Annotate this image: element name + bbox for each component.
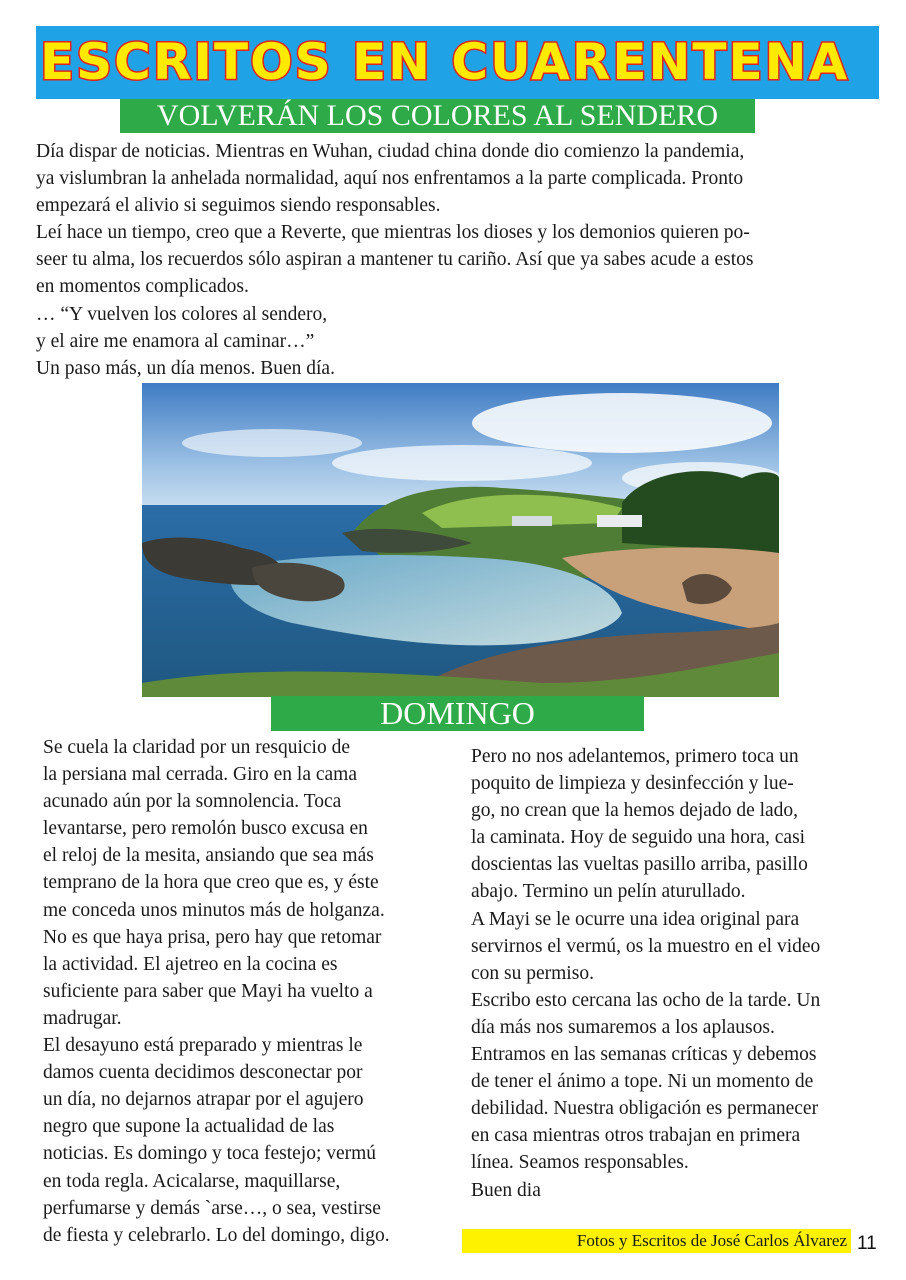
text-line: ya vislumbran la anhelada normalidad, aquí nos enfrentamos a la parte complicada. Pronto xyxy=(36,168,744,190)
text-line: la persiana mal cerrada. Giro en la cama xyxy=(43,764,357,786)
text-line: Día dispar de noticias. Mientras en Wuhan, ciudad china donde dio comienzo la pandemia, xyxy=(36,141,745,162)
text-line: en casa mientras otros trabajan en primera xyxy=(471,1125,801,1147)
cloud xyxy=(472,393,772,453)
text-line: Buen dia xyxy=(471,1179,541,1201)
text-line: debilidad. Nuestra obligación es permanecer xyxy=(471,1098,819,1120)
text-line: Leí hace un tiempo, creo que a Reverte, que mientras los dioses y los demonios quieren po- xyxy=(36,222,750,244)
header-bar xyxy=(36,26,879,99)
text-line: de tener el ánimo a tope. Ni un momento de xyxy=(471,1071,814,1093)
text-line: la caminata. Hoy de seguido una hora, casi xyxy=(471,827,806,849)
section-banner-domingo: DOMINGO xyxy=(271,696,644,731)
text-line: … “Y vuelven los colores al sendero, xyxy=(36,303,328,325)
text-line: poquito de limpieza y desinfección y lue- xyxy=(471,773,794,795)
text-line: acunado aún por la somnolencia. Toca xyxy=(43,791,342,813)
text-line: doscientas las vueltas pasillo arriba, pasillo xyxy=(471,854,808,876)
page-title: ESCRITOS EN CUARENTENA xyxy=(40,33,850,91)
page-number: 11 xyxy=(857,1233,877,1254)
text-line: go, no crean que la hemos dejado de lado, xyxy=(471,800,799,822)
text-line: noticias. Es domingo y toca festejo; vermú xyxy=(43,1143,377,1165)
cloud xyxy=(182,429,362,457)
text-line: Escribo esto cercana las ocho de la tarde. Un xyxy=(471,989,821,1011)
text-line: con su permiso. xyxy=(471,962,594,984)
text-line: Un paso más, un día menos. Buen día. xyxy=(36,357,335,379)
trees xyxy=(622,471,779,553)
footer-credit: Fotos y Escritos de José Carlos Álvarez xyxy=(462,1229,851,1253)
text-line: Se cuela la claridad por un resquicio de xyxy=(43,737,351,758)
text-line: perfumarse y demás `arse…, o sea, vestirse xyxy=(43,1197,381,1219)
text-line: El desayuno está preparado y mientras le xyxy=(43,1035,363,1057)
text-line: suficiente para saber que Mayi ha vuelto a xyxy=(43,980,373,1002)
text-line: y el aire me enamora al caminar…” xyxy=(36,330,315,352)
cloud xyxy=(332,445,592,481)
text-line: seer tu alma, los recuerdos sólo aspiran a mantener tu cariño. Así que ya sabes acude a estos xyxy=(36,249,754,271)
left-column xyxy=(43,734,453,1249)
text-line: madrugar. xyxy=(43,1007,122,1029)
building xyxy=(512,516,552,526)
text-line: día más nos sumaremos a los aplausos. xyxy=(471,1016,775,1038)
text-line: levantarse, pero remolón busco excusa en xyxy=(43,818,368,840)
right-column xyxy=(471,743,881,1204)
intro-text xyxy=(36,138,882,382)
building xyxy=(597,515,642,527)
text-line: la actividad. El ajetreo en la cocina es xyxy=(43,953,338,975)
text-line: servirnos el vermú, os la muestro en el video xyxy=(471,935,821,957)
text-line: Entramos en las semanas críticas y debemos xyxy=(471,1044,817,1066)
text-line: de fiesta y celebrarlo. Lo del domingo, digo. xyxy=(43,1224,390,1246)
text-line: Pero no nos adelantemos, primero toca un xyxy=(471,746,799,767)
section-banner-volveran: VOLVERÁN LOS COLORES AL SENDERO xyxy=(120,99,755,133)
text-line: me conceda unos minutos más de holganza. xyxy=(43,899,385,921)
text-line: en momentos complicados. xyxy=(36,276,249,298)
text-line: un día, no dejarnos atrapar por el agujero xyxy=(43,1089,364,1111)
text-line: negro que supone la actualidad de las xyxy=(43,1116,335,1138)
text-line: línea. Seamos responsables. xyxy=(471,1152,689,1174)
text-line: en toda regla. Acicalarse, maquillarse, xyxy=(43,1170,341,1192)
text-line: A Mayi se le ocurre una idea original para xyxy=(471,908,800,930)
text-line: empezará el alivio si seguimos siendo responsables. xyxy=(36,195,441,217)
text-line: el reloj de la mesita, ansiando que sea más xyxy=(43,845,374,867)
text-line: abajo. Termino un pelín aturullado. xyxy=(471,881,746,903)
coastal-photo xyxy=(142,383,779,697)
text-line: temprano de la hora que creo que es, y éste xyxy=(43,872,379,894)
text-line: No es que haya prisa, pero hay que retomar xyxy=(43,926,382,948)
text-line: damos cuenta decidimos desconectar por xyxy=(43,1062,363,1084)
